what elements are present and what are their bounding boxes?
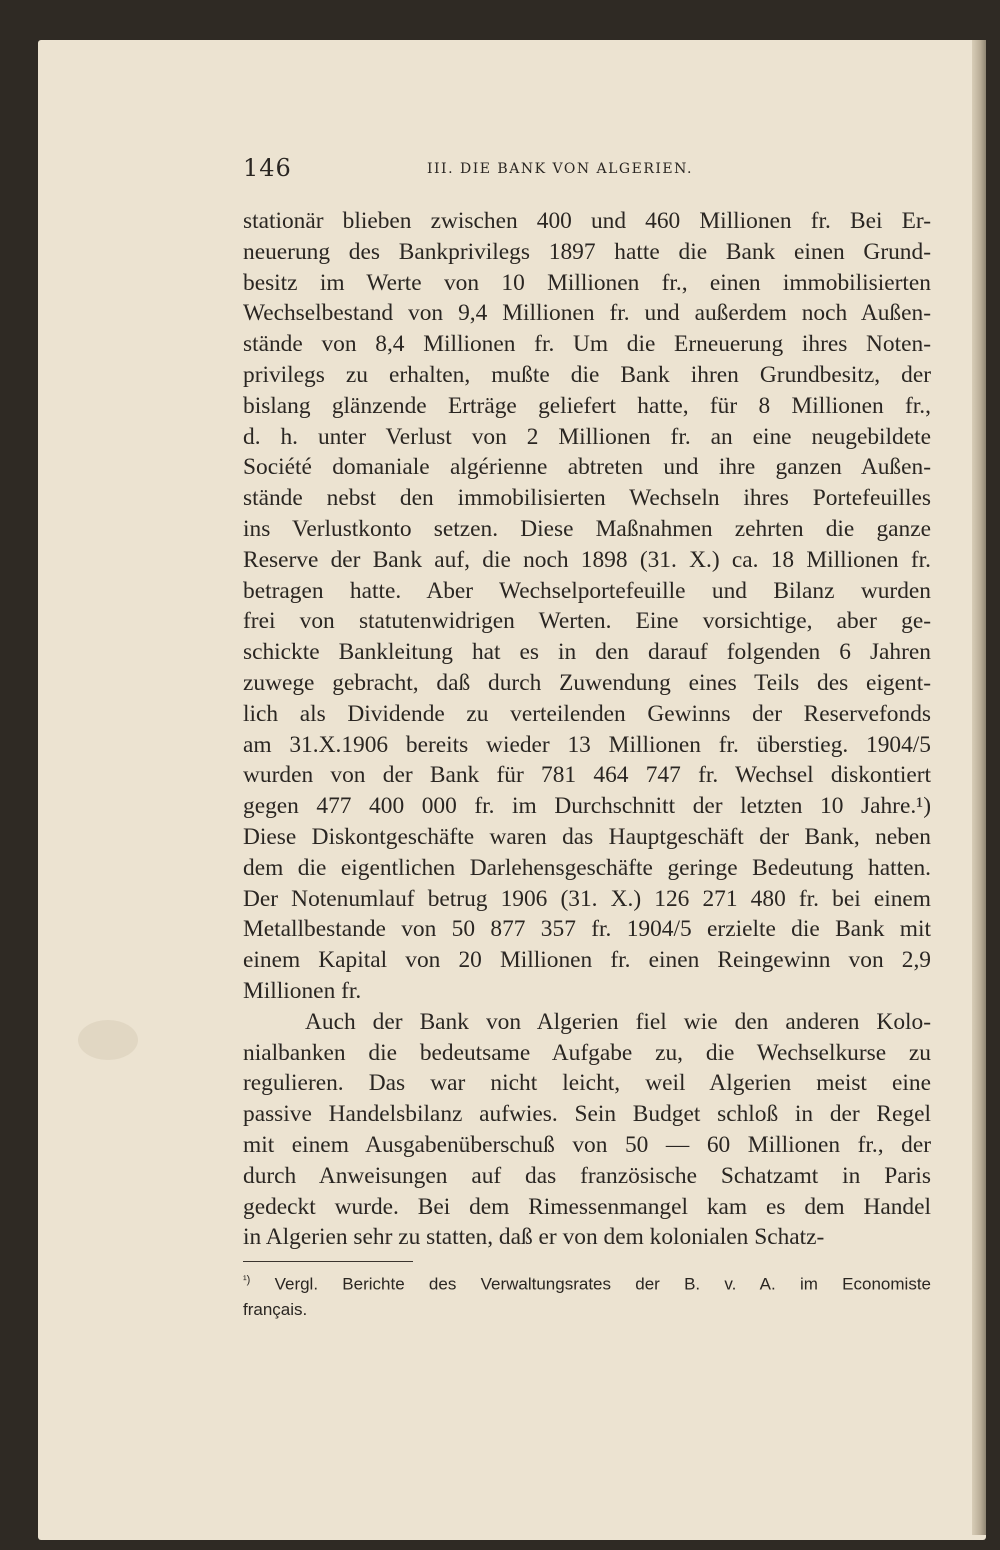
text-line: lich als Dividende zu verteilenden Gewinns der Reservefonds (243, 700, 931, 727)
text-line: Société domaniale algérienne abtreten und ihre ganzen Außen- (243, 454, 931, 481)
text-line: Diese Diskontgeschäfte waren das Hauptgeschäft der Bank, neben (243, 823, 931, 850)
text-line: mit einem Ausgabenüberschuß von 50 — 60 Millionen fr., der (243, 1131, 931, 1158)
footnote-line: français. (243, 1299, 308, 1319)
text-line: in Algerien sehr zu statten, daß er von dem kolonialen Schatz- (243, 1224, 825, 1251)
text-line: am 31.X.1906 bereits wieder 13 Millionen fr. überstieg. 1904/5 (243, 731, 931, 758)
text-line: stände von 8,4 Millionen fr. Um die Erneuerung ihres Noten- (243, 331, 931, 358)
text-line: besitz im Werte von 10 Millionen fr., einen immobilisierten (243, 269, 931, 296)
text-line: zuwege gebracht, daß durch Zuwendung eines Teils des eigent- (243, 669, 931, 696)
text-line: dem die eigentlichen Darlehensgeschäfte geringe Bedeutung hatten. (243, 854, 931, 881)
paper-stain (78, 1020, 138, 1060)
page-content (243, 150, 931, 1322)
page-number: 146 (243, 154, 292, 182)
paragraph (243, 206, 931, 1007)
text-line: regulieren. Das war nicht leicht, weil Algerien meist eine (243, 1070, 931, 1097)
page-header (243, 150, 931, 190)
running-head: III. DIE BANK VON ALGERIEN. (427, 161, 693, 177)
text-line: Wechselbestand von 9,4 Millionen fr. und außerdem noch Außen- (243, 300, 931, 327)
footnote-divider (243, 1261, 413, 1262)
text-line: frei von statutenwidrigen Werten. Eine vorsichtige, aber ge- (243, 608, 931, 635)
text-line: durch Anweisungen auf das französische Schatzamt in Paris (243, 1162, 931, 1189)
text-line: betragen hatte. Aber Wechselportefeuille und Bilanz wurden (243, 577, 931, 604)
text-line: gedeckt wurde. Bei dem Rimessenmangel kam es dem Handel (243, 1193, 931, 1220)
text-line: neuerung des Bankprivilegs 1897 hatte die Bank einen Grund- (243, 238, 931, 265)
footnote (243, 1268, 931, 1322)
text-line: privilegs zu erhalten, mußte die Bank ihren Grundbesitz, der (243, 361, 931, 388)
text-line: bislang glänzende Erträge geliefert hatte, für 8 Millionen fr., (243, 392, 931, 419)
text-line: Auch der Bank von Algerien fiel wie den anderen Kolo- (305, 1008, 931, 1035)
text-line: gegen 477 400 000 fr. im Durchschnitt der letzten 10 Jahre.¹) (243, 793, 931, 820)
text-line: d. h. unter Verlust von 2 Millionen fr. an eine neugebildete (243, 423, 931, 450)
footnote-text: Vergl. Berichte des Verwaltungsrates der B. v. A. im Economiste (250, 1274, 931, 1294)
paragraph (243, 1007, 931, 1253)
footnote-marker: ¹) (243, 1274, 251, 1287)
body-text (243, 206, 931, 1253)
text-line: einem Kapital von 20 Millionen fr. einen Reingewinn von 2,9 (243, 947, 931, 974)
footnote-line (243, 1268, 931, 1297)
page-edge-shadow (972, 40, 986, 1535)
text-line: passive Handelsbilanz aufwies. Sein Budget schloß in der Regel (243, 1101, 931, 1128)
text-line: Der Notenumlauf betrug 1906 (31. X.) 126 271 480 fr. bei einem (243, 885, 931, 912)
text-line: schickte Bankleitung hat es in den darauf folgenden 6 Jahren (243, 639, 931, 666)
text-line: Metallbestande von 50 877 357 fr. 1904/5 erzielte die Bank mit (243, 916, 931, 943)
text-line: Millionen fr. (243, 977, 362, 1004)
text-line: nialbanken die bedeutsame Aufgabe zu, die Wechselkurse zu (243, 1039, 931, 1066)
text-line: wurden von der Bank für 781 464 747 fr. Wechsel diskontiert (243, 762, 931, 789)
text-line: ins Verlustkonto setzen. Diese Maßnahmen zehrten die ganze (243, 515, 931, 542)
text-line: stände nebst den immobilisierten Wechseln ihres Portefeuilles (243, 485, 931, 512)
text-line: stationär blieben zwischen 400 und 460 Millionen fr. Bei Er- (243, 208, 931, 234)
text-line: Reserve der Bank auf, die noch 1898 (31. X.) ca. 18 Millionen fr. (243, 546, 931, 573)
